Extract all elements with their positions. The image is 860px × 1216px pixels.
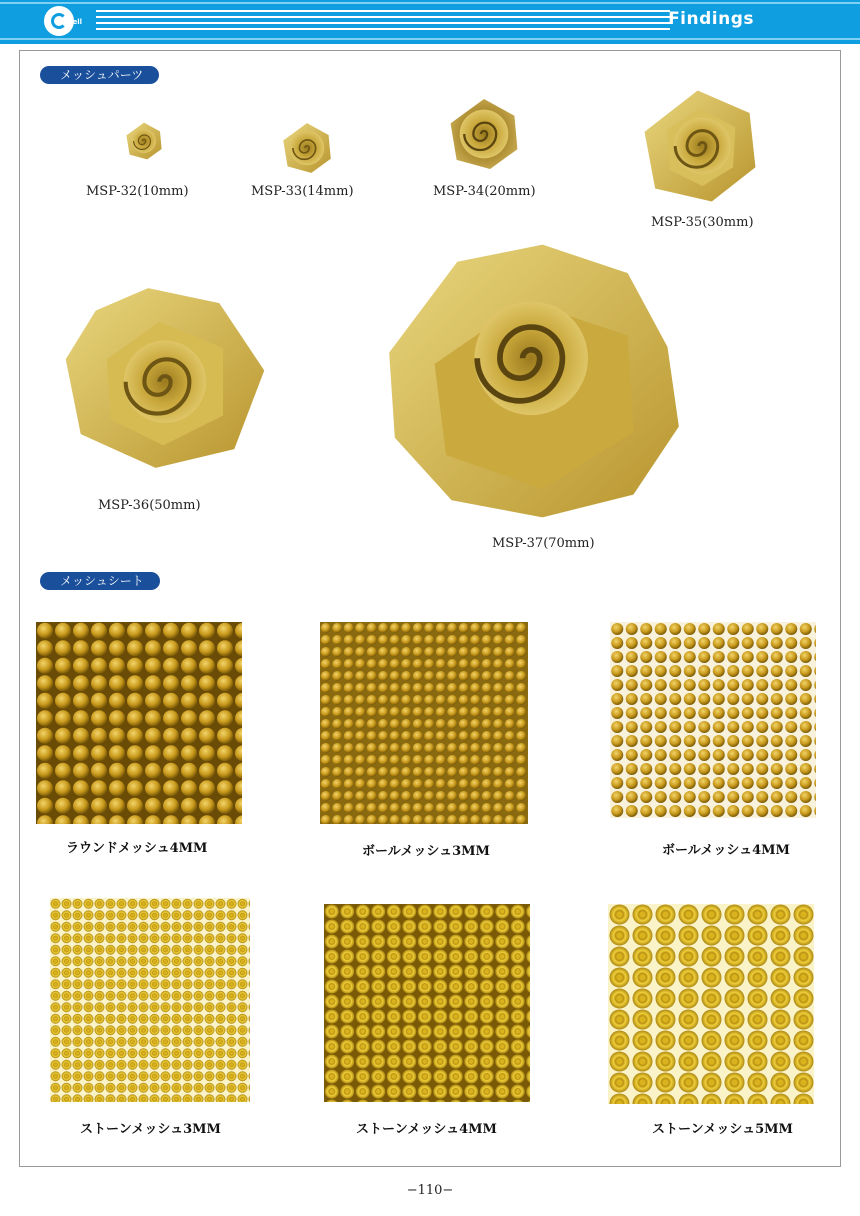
mesh-sheet-image-ball-4mm (610, 622, 816, 818)
mesh-sheet-image-stone-3mm (50, 898, 250, 1102)
rose-image-msp-37 (383, 239, 685, 523)
header-stripe (96, 16, 670, 18)
rose-caption: MSP-35(30mm) (651, 215, 754, 230)
rose-image-msp-33 (280, 121, 334, 175)
logo-text: well (66, 18, 83, 26)
rose-caption: MSP-37(70mm) (492, 536, 595, 551)
sheet-caption: ボールメッシュ4MM (662, 843, 790, 858)
mesh-sheet-image-stone-5mm (608, 904, 814, 1104)
header-stripe (96, 28, 670, 30)
mesh-sheet-image-stone-4mm (324, 904, 530, 1102)
rose-image-msp-36 (62, 284, 268, 472)
rose-caption: MSP-32(10mm) (86, 184, 189, 199)
section-label-mesh-parts: メッシュパーツ (40, 66, 159, 84)
mesh-sheet-image-round-4mm (36, 622, 242, 824)
header-line-bottom (0, 38, 860, 40)
sheet-caption: ストーンメッシュ4MM (356, 1122, 497, 1137)
sheet-caption: ラウンドメッシュ4MM (66, 841, 208, 856)
sheet-caption: ストーンメッシュ3MM (80, 1122, 221, 1137)
rose-image-msp-32 (124, 121, 164, 161)
rose-image-msp-34 (446, 96, 522, 172)
header-stripe (96, 10, 670, 12)
rose-image-msp-35 (641, 87, 759, 205)
page-category-title: Findings (668, 9, 754, 29)
header-stripe (96, 22, 670, 24)
header-line-top (0, 2, 860, 4)
page-number: −110− (406, 1183, 454, 1198)
rose-caption: MSP-34(20mm) (433, 184, 536, 199)
rose-caption: MSP-33(14mm) (251, 184, 354, 199)
header-bar (0, 0, 860, 44)
sheet-caption: ストーンメッシュ5MM (652, 1122, 793, 1137)
rose-caption: MSP-36(50mm) (98, 498, 201, 513)
mesh-sheet-image-ball-3mm (320, 622, 528, 824)
section-label-mesh-sheet: メッシュシート (40, 572, 160, 590)
sheet-caption: ボールメッシュ3MM (362, 844, 490, 859)
